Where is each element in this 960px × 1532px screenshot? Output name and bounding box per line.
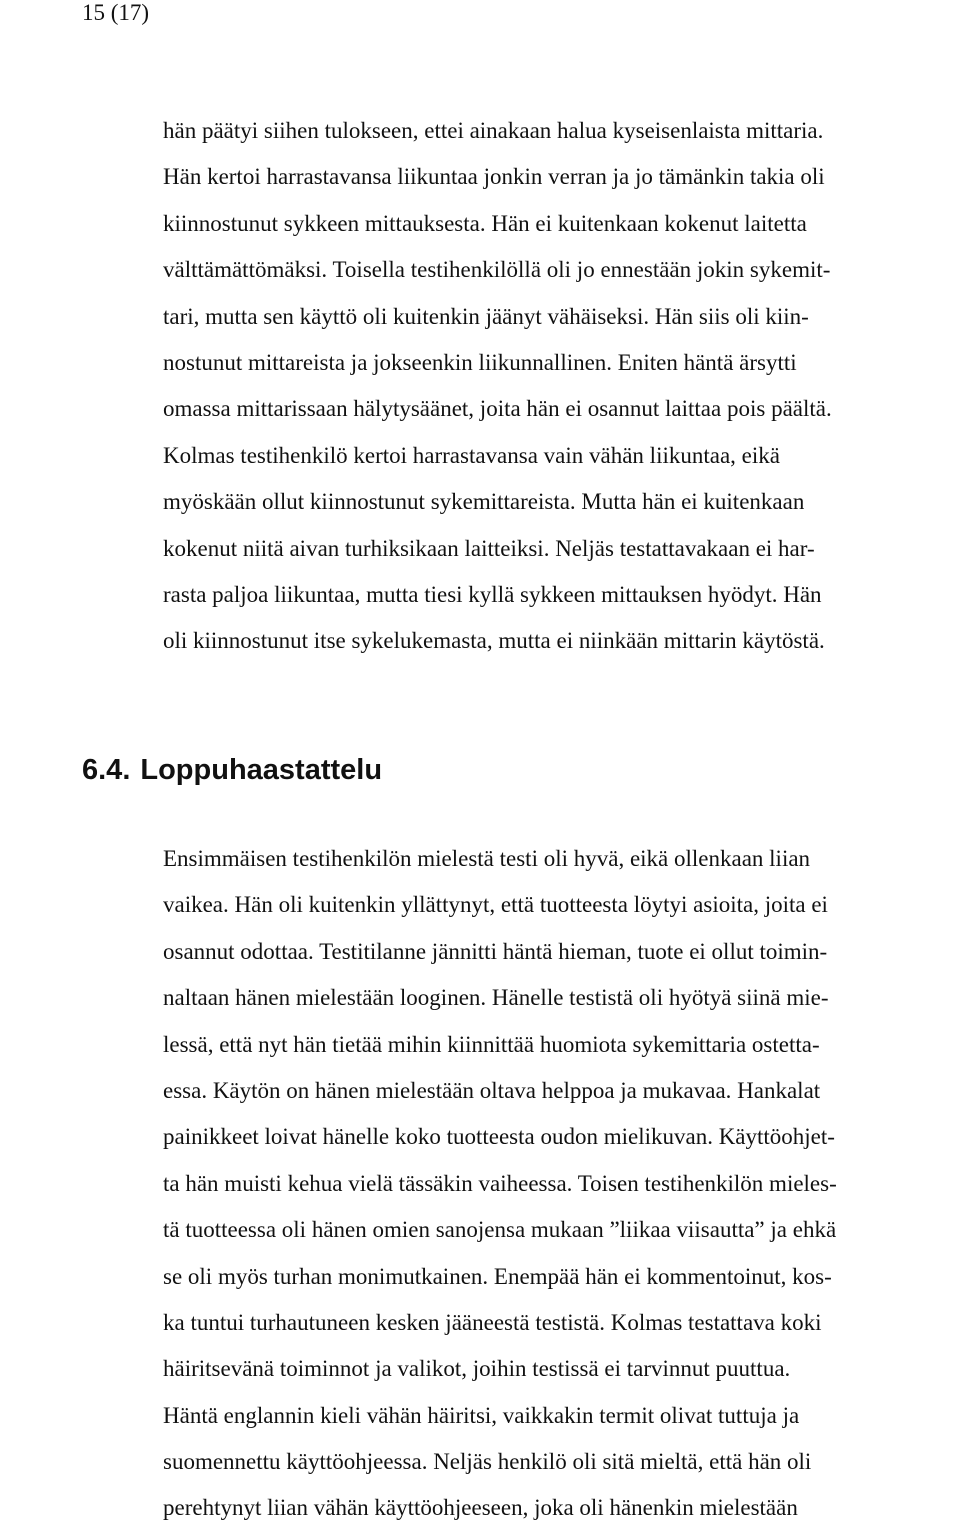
text-line: se oli myös turhan monimutkainen. Enempää hän ei kommentoinut, kos-	[163, 1263, 832, 1289]
section-heading	[82, 748, 382, 792]
text-line: omassa mittarissaan hälytysäänet, joita hän ei osannut laittaa pois päältä.	[163, 396, 832, 422]
text-line: Häntä englannin kieli vähän häiritsi, vaikkakin termit olivat tuttuja ja	[163, 1402, 800, 1428]
text-line: häiritsevänä toiminnot ja valikot, joihin testissä ei tarvinnut puuttua.	[163, 1356, 791, 1382]
text-line: tari, mutta sen käyttö oli kuitenkin jäänyt vähäiseksi. Hän siis oli kiin-	[163, 303, 809, 329]
text-line: kiinnostunut sykkeen mittauksesta. Hän ei kuitenkaan kokenut laitetta	[163, 210, 807, 236]
text-line: osannut odottaa. Testitilanne jännitti häntä hieman, tuote ei ollut toimin-	[163, 938, 828, 964]
text-line: naltaan hänen mielestään looginen. Hänelle testistä oli hyötyä siinä mie-	[163, 985, 829, 1011]
text-line: lessä, että nyt hän tietää mihin kiinnittää huomiota sykemittaria ostetta-	[163, 1031, 820, 1057]
text-line: hän päätyi siihen tulokseen, ettei ainakaan halua kyseisenlaista mittaria.	[163, 118, 824, 143]
text-line: tä tuotteessa oli hänen omien sanojensa mukaan ”liikaa viisautta” ja ehkä	[163, 1217, 837, 1243]
text-line: oli kiinnostunut itse sykelukemasta, mutta ei niinkään mittarin käytöstä.	[163, 628, 825, 654]
text-line: painikkeet loivat hänelle koko tuotteesta oudon mielikuvan. Käyttöohjet-	[163, 1124, 835, 1150]
text-line: ta hän muisti kehua vielä tässäkin vaiheessa. Toisen testihenkilön mieles-	[163, 1170, 837, 1196]
text-line: rasta paljoa liikuntaa, mutta tiesi kyllä sykkeen mittauksen hyödyt. Hän	[163, 581, 822, 607]
text-line: välttämättömäksi. Toisella testihenkilöllä oli jo ennestään jokin sykemit-	[163, 257, 831, 283]
body-paragraph-2	[163, 836, 837, 1532]
text-line: Ensimmäisen testihenkilön mielestä testi oli hyvä, eikä ollenkaan liian	[163, 846, 811, 871]
page-number: 15 (17)	[82, 0, 150, 25]
text-line: vaikea. Hän oli kuitenkin yllättynyt, että tuotteesta löytyi asioita, joita ei	[163, 892, 828, 918]
section-title: Loppuhaastattelu	[140, 754, 383, 786]
text-line: ka tuntui turhautuneen kesken jääneestä testistä. Kolmas testattava koki	[163, 1309, 822, 1335]
text-line: Hän kertoi harrastavansa liikuntaa jonkin verran ja jo tämänkin takia oli	[163, 164, 825, 190]
section-number: 6.4.	[82, 754, 131, 786]
text-line: essa. Käytön on hänen mielestään oltava helppoa ja mukavaa. Hankalat	[163, 1077, 821, 1103]
text-line: perehtynyt liian vähän käyttöohjeeseen, joka oli hänenkin mielestään	[163, 1495, 798, 1521]
text-line: myöskään ollut kiinnostunut sykemittareista. Mutta hän ei kuitenkaan	[163, 489, 805, 515]
text-line: Kolmas testihenkilö kertoi harrastavansa vain vähän liikuntaa, eikä	[163, 442, 780, 468]
text-line: suomennettu käyttöohjeessa. Neljäs henkilö oli sitä mieltä, että hän oli	[163, 1449, 812, 1475]
text-line: kokenut niitä aivan turhiksikaan laitteiksi. Neljäs testattavakaan ei har-	[163, 535, 815, 561]
body-paragraph-1	[163, 108, 832, 665]
text-line: nostunut mittareista ja jokseenkin liikunnallinen. Eniten häntä ärsytti	[163, 349, 797, 375]
